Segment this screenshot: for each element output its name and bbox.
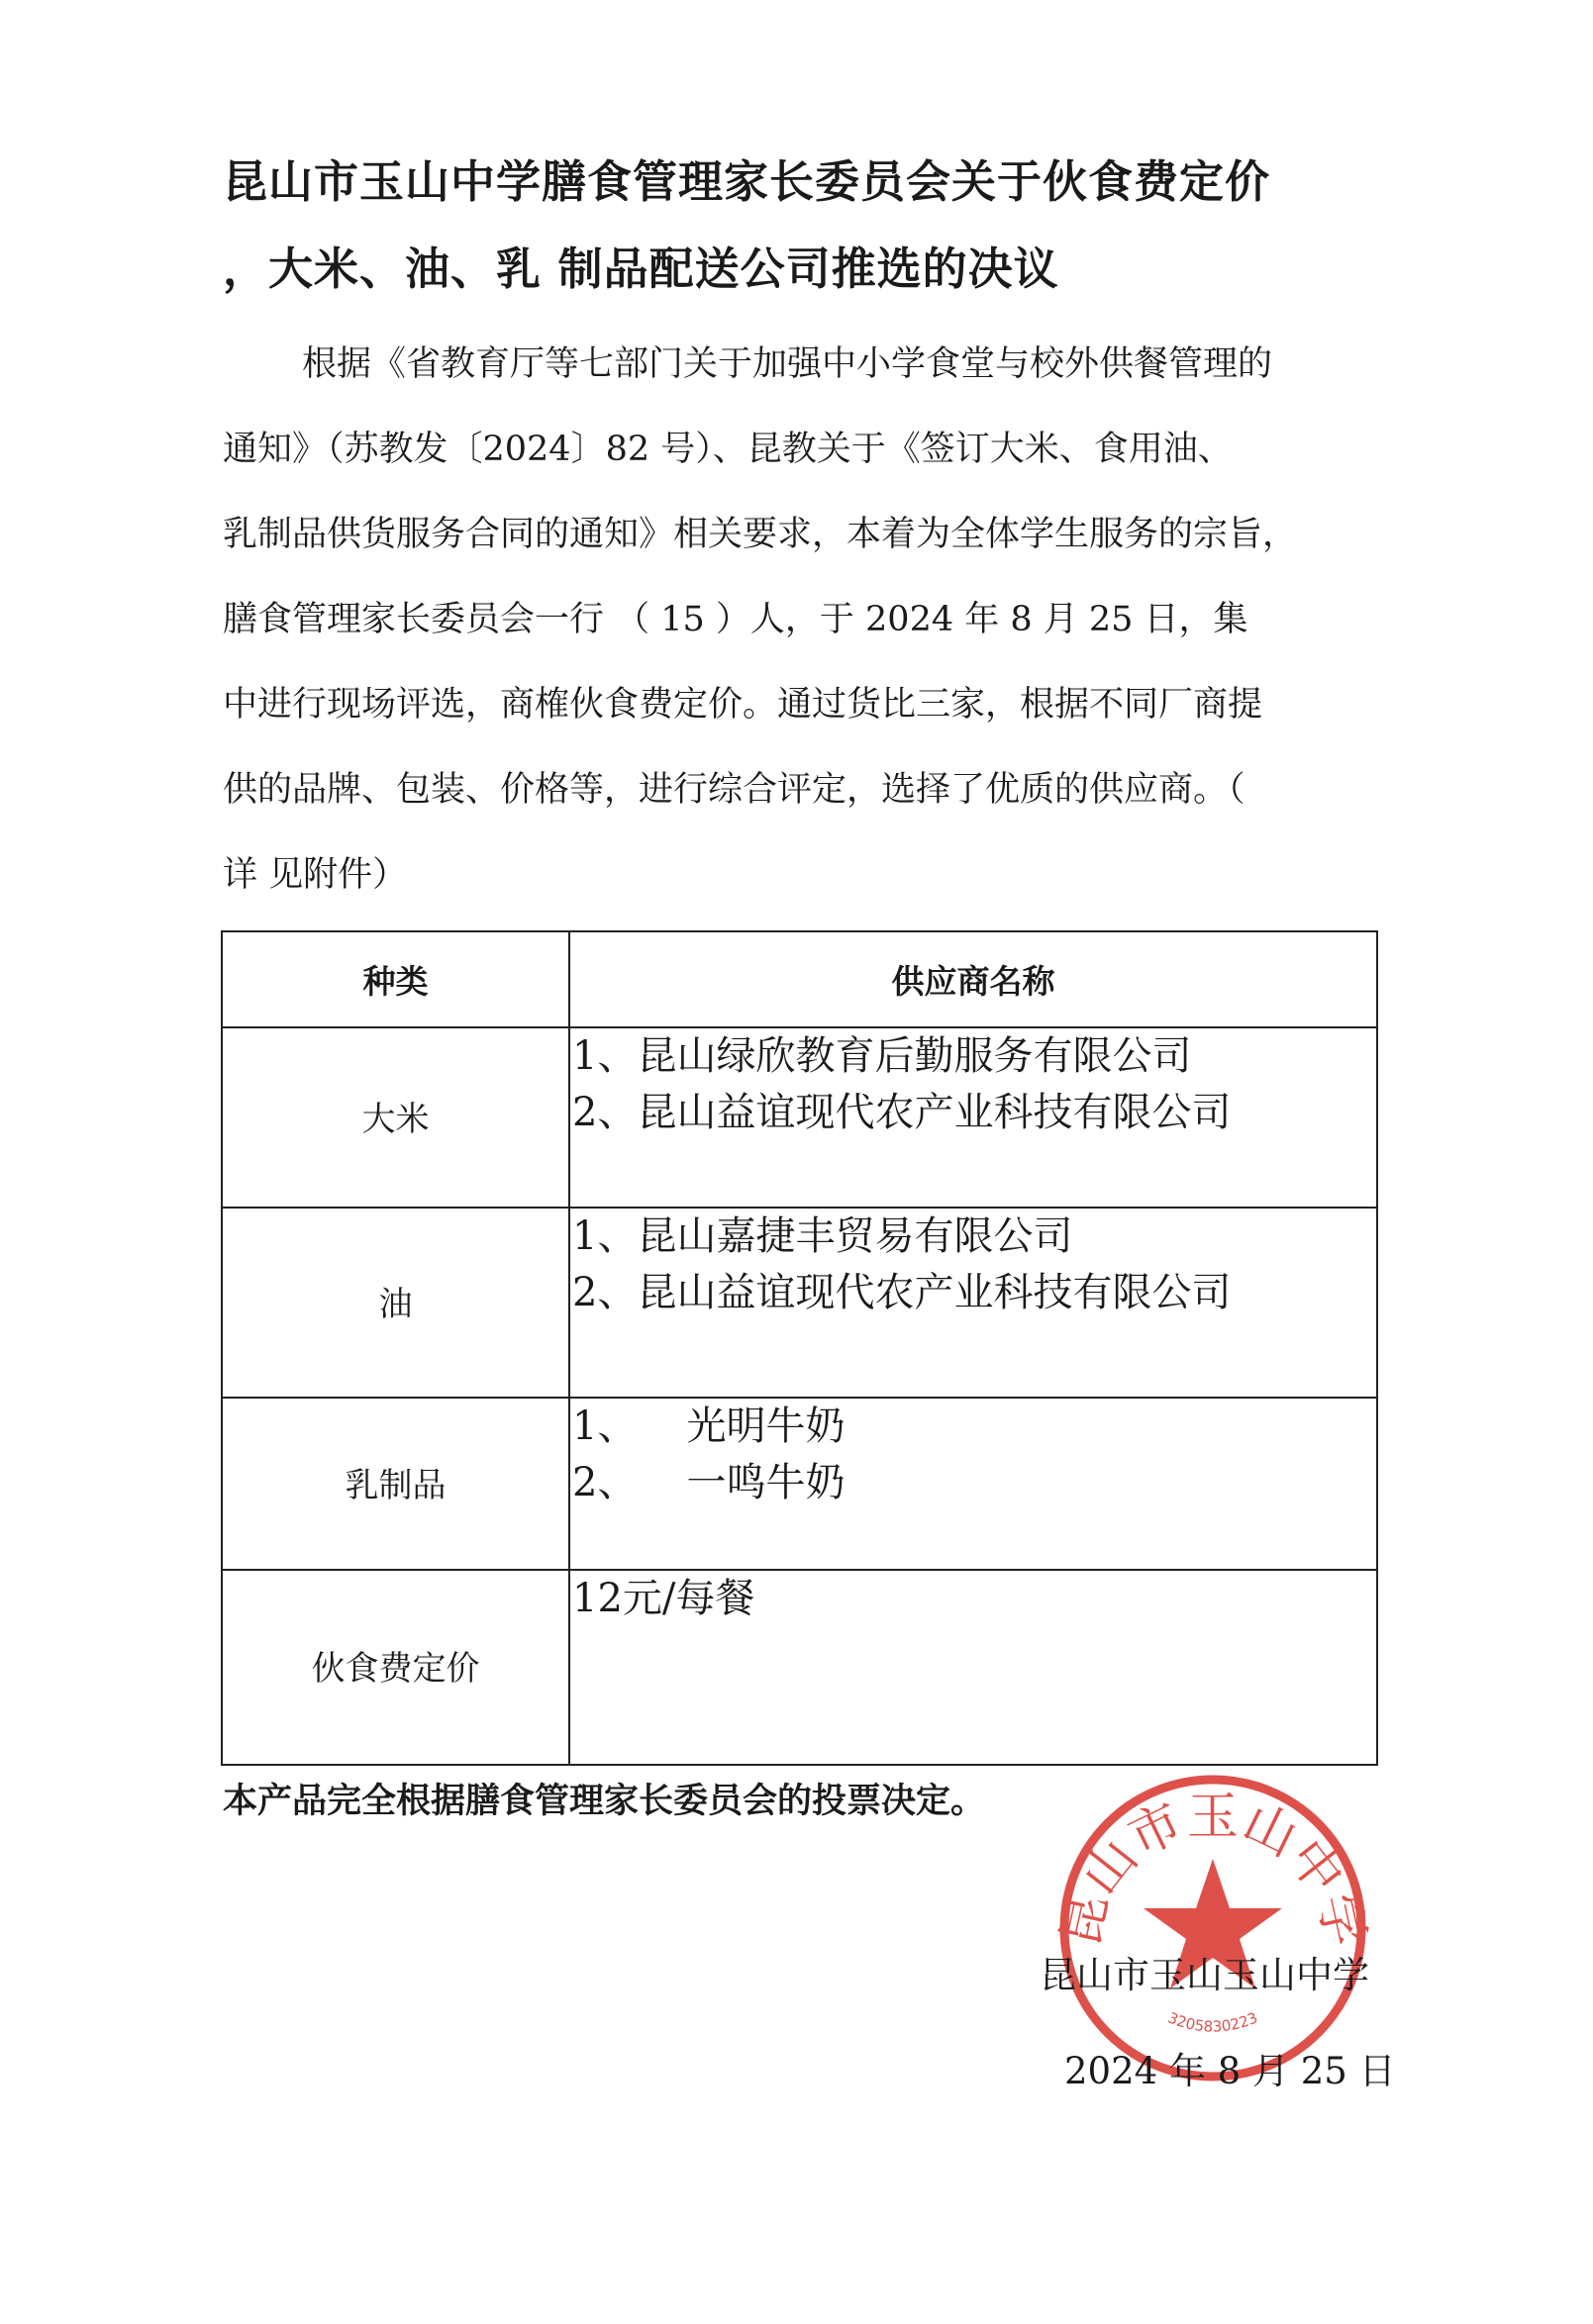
title-line-2: ，大米、油、乳 制品配送公司推选的决议	[223, 242, 1059, 295]
supplier-item: 2、昆山益谊现代农产业科技有限公司	[572, 1090, 1232, 1135]
item-number: 1、	[572, 1404, 638, 1449]
table-row-oil	[222, 1208, 1377, 1398]
body-line-3: 乳制品供货服务合同的通知》相关要求，本着为全体学生服务的宗旨，	[223, 515, 1298, 554]
item-text: 一鸣牛奶	[686, 1460, 846, 1505]
header-category: 种类	[222, 931, 569, 1027]
category-dairy: 乳制品	[345, 1465, 447, 1505]
supplier-cell	[569, 1398, 1377, 1570]
table-header-row	[222, 931, 1377, 1027]
body-line-4: 膳食管理家长委员会一行 （ 15 ）人，于 2024 年 8 月 25 日，集	[223, 600, 1248, 639]
supplier-item: 2、昆山益谊现代农产业科技有限公司	[572, 1270, 1232, 1315]
resolution-body	[223, 322, 1376, 918]
table-row-rice	[222, 1027, 1377, 1208]
decision-note: 本产品完全根据膳食管理家长委员会的投票决定。	[223, 1782, 986, 1821]
category-cell	[222, 1398, 569, 1570]
supplier-item	[572, 1455, 1376, 1511]
supplier-cell	[569, 1570, 1377, 1765]
item-text: 光明牛奶	[686, 1404, 846, 1449]
document-title	[223, 139, 1391, 313]
table-row-fee	[222, 1570, 1377, 1765]
header-supplier: 供应商名称	[569, 931, 1377, 1027]
body-line-2: 通知》（苏教发〔2024〕82 号）、昆教关于《签订大米、食用油、	[223, 430, 1233, 469]
svg-text:昆山市玉山中学: 昆山市玉山中学	[1050, 1787, 1375, 1952]
supplier-cell	[569, 1027, 1377, 1208]
category-cell	[222, 1570, 569, 1765]
signature-date: 2024 年 8 月 25 日	[1064, 2050, 1396, 2092]
item-number: 2、	[572, 1460, 638, 1505]
category-rice: 大米	[361, 1099, 430, 1139]
svg-text:3205830223: 3205830223	[1165, 2008, 1260, 2036]
supplier-table	[221, 930, 1378, 1766]
signature-name: 昆山市玉山玉山中学	[1040, 1954, 1369, 1996]
title-line-1: 昆山市玉山中学膳食管理家长委员会关于伙食费定价	[223, 155, 1271, 208]
body-line-7: 详 见附件）	[223, 855, 408, 895]
supplier-item	[572, 1399, 1376, 1455]
category-cell	[222, 1027, 569, 1208]
table-row-dairy	[222, 1398, 1377, 1570]
category-cell	[222, 1208, 569, 1398]
supplier-item: 1、昆山绿欣教育后勤服务有限公司	[572, 1033, 1192, 1079]
supplier-cell	[569, 1208, 1377, 1398]
body-line-1: 根据《省教育厅等七部门关于加强中小学食堂与校外供餐管理的	[302, 344, 1273, 384]
body-line-6: 供的品牌、包装、价格等，进行综合评定，选择了优质的供应商。（	[223, 770, 1245, 810]
fee-value: 12元/每餐	[572, 1576, 755, 1621]
supplier-item: 1、昆山嘉捷丰贸易有限公司	[572, 1213, 1073, 1259]
body-line-5: 中进行现场评选，商榷伙食费定价。通过货比三家，根据不同厂商提	[223, 685, 1263, 725]
category-fee: 伙食费定价	[311, 1649, 480, 1689]
category-oil: 油	[378, 1284, 413, 1324]
